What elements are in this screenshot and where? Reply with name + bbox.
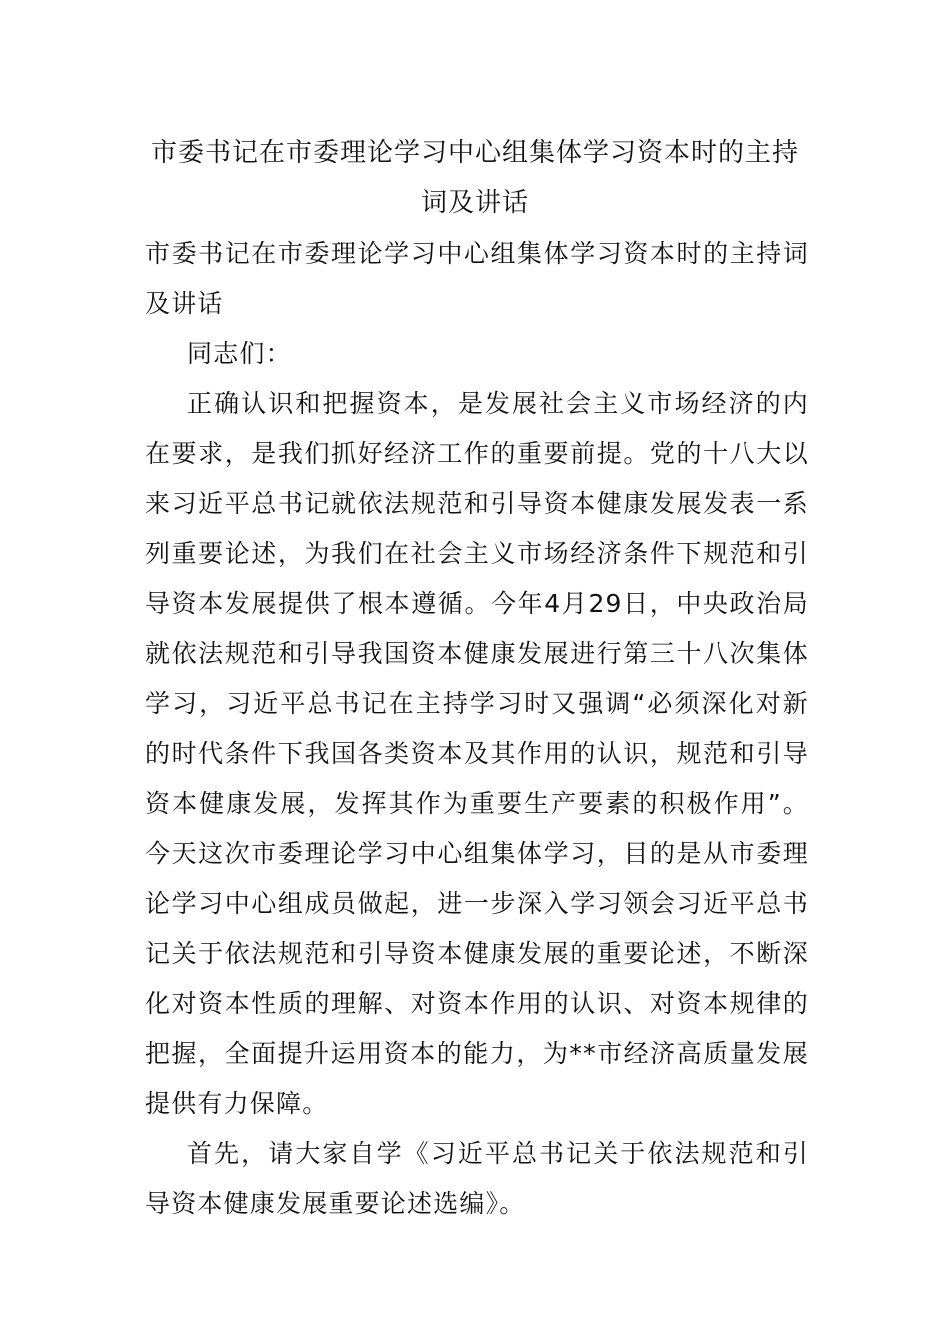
- document-title: 市委书记在市委理论学习中心组集体学习资本时的主持词及讲话: [150, 138, 799, 218]
- salutation: 同志们：: [187, 339, 292, 368]
- paragraph-1: 正确认识和把握资本，是发展社会主义市场经济的内在要求，是我们抓好经济工作的重要前提。党的十八大以来习近平总书记就依法规范和引导资本健康发展发表一系列重要论述，为我们在社会主义市场经济条件下规范和引导资本发展提供了根本遵循。今年4月29日，中央政治局就依法规范和引导我国资本健康发展进行第三十八次集体学习，习近平总书记在主持学习时又强调“必须深化对新的时代条件下我国各类资本及其作用的认识，规范和引导资本健康发展，发挥其作为重要生产要素的积极作用”。今天这次市委理论学习中心组集体学习，目的是从市委理论学习中心组成员做起，进一步深入学习领会习近平总书记关于依法规范和引导资本健康发展的重要论述，不断深化对资本性质的理解、对资本作用的认识、对资本规律的把握，全面提升运用资本的能力，为**市经济高质量发展提供有力保障。: [145, 389, 809, 1118]
- repeated-title: 市委书记在市委理论学习中心组集体学习资本时的主持词及讲话: [145, 239, 809, 318]
- document-body: [145, 229, 809, 1229]
- paragraph-2: 首先，请大家自学《习近平总书记关于依法规范和引导资本健康发展重要论述选编》。: [145, 1139, 809, 1218]
